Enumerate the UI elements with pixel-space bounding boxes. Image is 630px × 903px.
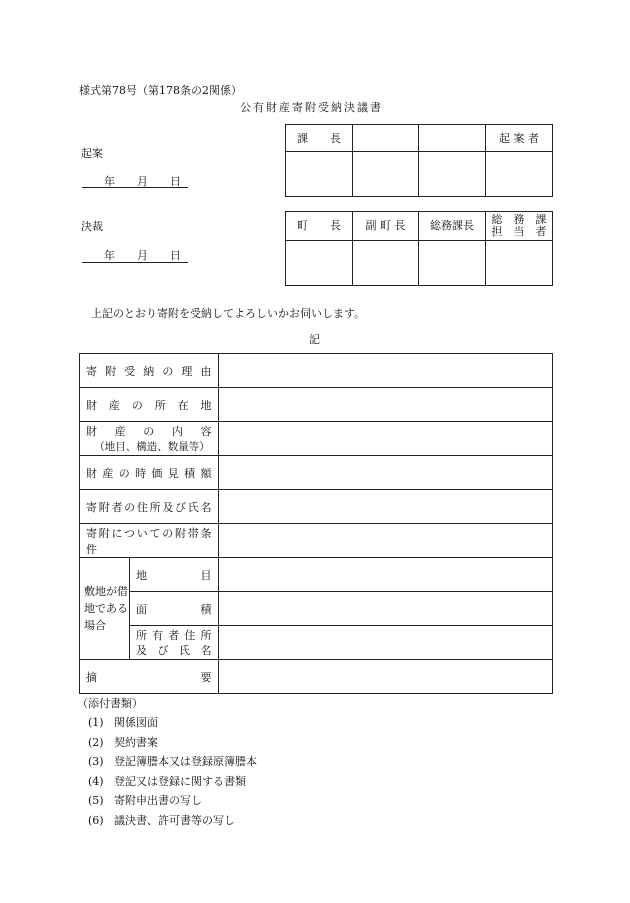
- label-conditions: [80, 524, 219, 558]
- attachment-num: (5): [88, 794, 104, 807]
- stamp-box[interactable]: [286, 241, 353, 286]
- document-title: 公有財産寄附受納決議書: [240, 101, 383, 114]
- label-menseki: [130, 592, 219, 626]
- stamp-header-kiansha: 起 案 者: [486, 125, 553, 152]
- attachment-text: 議決書、許可書等の写し: [114, 813, 235, 827]
- label-location: [80, 388, 219, 422]
- stamp-box[interactable]: [486, 152, 553, 197]
- label-reason: [80, 354, 219, 388]
- value-estimate[interactable]: [219, 456, 553, 490]
- label-owner: [130, 626, 219, 660]
- label-menseki-text: 面 積: [136, 602, 212, 616]
- value-location[interactable]: [219, 388, 553, 422]
- value-reason[interactable]: [219, 354, 553, 388]
- stamp-box[interactable]: [486, 241, 553, 286]
- kian-approval-grid: [285, 124, 553, 197]
- label-content-text: 財産の内容: [86, 425, 212, 438]
- value-menseki[interactable]: [219, 592, 553, 626]
- list-item: [88, 814, 257, 834]
- stamp-header-blank-2: [419, 125, 486, 152]
- label-value-text: 財産の時価見積額: [86, 466, 212, 480]
- value-chimoku[interactable]: [219, 558, 553, 592]
- kian-date-underline: [82, 187, 188, 188]
- label-conditions-text: 寄附についての附帯条件: [86, 526, 212, 556]
- stamp-box[interactable]: [353, 241, 419, 286]
- request-text: 上記のとおり寄附を受納してよろしいかお伺いします。: [91, 307, 366, 320]
- stamp-header-somu-tanto: [486, 212, 553, 241]
- attachments-title: （添付書類）: [77, 697, 143, 710]
- attachment-num: (2): [88, 735, 104, 749]
- attachment-text: 登記簿謄本又は登録原簿謄本: [114, 755, 257, 768]
- stamp-header-fukuchocho: 副 町 長: [353, 212, 419, 241]
- label-owner-text: 所有者住所: [136, 628, 212, 642]
- stamp-box[interactable]: [419, 152, 486, 197]
- label-donor-text: 寄附者の住所及び氏名: [86, 500, 212, 514]
- kian-date: 年 月 日: [104, 175, 181, 188]
- value-content[interactable]: [219, 422, 553, 456]
- list-item: [88, 755, 257, 775]
- list-item: [88, 794, 257, 814]
- list-item: [88, 775, 257, 795]
- value-owner[interactable]: [219, 626, 553, 660]
- table-row: [80, 558, 553, 592]
- table-row: [80, 388, 553, 422]
- kessai-label: 決裁: [81, 220, 103, 233]
- table-row: [80, 660, 553, 694]
- label-tekiyo: [80, 660, 219, 694]
- kian-label: 起案: [81, 147, 103, 160]
- stamp-header-somu-line2: 担 当 者: [491, 225, 547, 238]
- label-location-text: 財産の所在地: [86, 398, 212, 412]
- table-row: [80, 422, 553, 456]
- table-row: [80, 456, 553, 490]
- table-row: [80, 354, 553, 388]
- stamp-box[interactable]: [419, 241, 486, 286]
- label-donor: [80, 490, 219, 524]
- stamp-header-blank-1: [353, 125, 419, 152]
- value-donor[interactable]: [219, 490, 553, 524]
- attachment-num: (4): [88, 774, 104, 788]
- label-value: [80, 456, 219, 490]
- stamp-box[interactable]: [353, 152, 419, 197]
- attachments-list: [88, 716, 257, 833]
- label-content: [80, 422, 219, 456]
- ki-heading: 記: [309, 333, 320, 346]
- stamp-header-kacho: 課 長: [286, 125, 353, 152]
- stamp-header-chocho: 町 長: [286, 212, 353, 241]
- donation-form-table: [79, 353, 553, 694]
- attachment-num: (6): [88, 813, 104, 827]
- attachment-text: 関係図面: [114, 716, 158, 729]
- stamp-header-somu-line1: 総 務 課: [491, 213, 547, 226]
- table-row: [80, 524, 553, 558]
- table-row: [80, 626, 553, 660]
- label-reason-text: 寄附受納の理由: [86, 364, 212, 378]
- attachment-num: (3): [88, 755, 104, 768]
- value-conditions[interactable]: [219, 524, 553, 558]
- stamp-box[interactable]: [286, 152, 353, 197]
- value-tekiyo[interactable]: [219, 660, 553, 694]
- kessai-date-underline: [82, 262, 188, 263]
- attachment-text: 登記又は登録に関する書類: [114, 774, 246, 788]
- list-item: [88, 736, 257, 756]
- label-lease-group: 敷地が借地である場合: [80, 558, 130, 660]
- label-chimoku-text: 地 目: [136, 568, 212, 582]
- label-tekiyo-text: 摘 要: [86, 670, 212, 684]
- list-item: [88, 716, 257, 736]
- table-row: [80, 592, 553, 626]
- kessai-date: 年 月 日: [104, 249, 181, 262]
- stamp-header-somukacho: 総務課長: [419, 212, 486, 241]
- attachment-num: (1): [88, 716, 104, 729]
- table-row: [80, 490, 553, 524]
- label-chimoku: [130, 558, 219, 592]
- attachment-text: 寄附申出書の写し: [114, 794, 202, 807]
- attachment-text: 契約書案: [114, 735, 158, 749]
- form-number: 様式第78号（第178条の2関係）: [79, 84, 242, 97]
- label-content-sub: （地目、構造、数量等）: [94, 441, 210, 453]
- kessai-approval-grid: [285, 211, 553, 286]
- label-owner-text-2: 及び氏名: [136, 643, 212, 657]
